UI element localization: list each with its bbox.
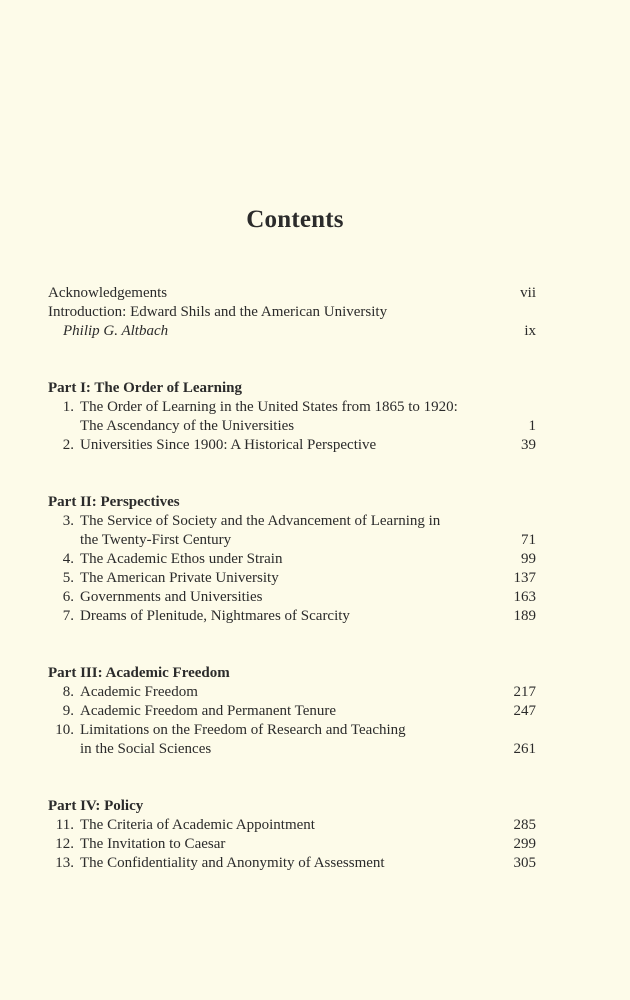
entry-number: 12. [55, 836, 74, 852]
entry-author: Philip G. Altbach [63, 323, 169, 339]
entry-title: The Academic Ethos under Strain [80, 551, 283, 567]
toc-entry-introduction-author [48, 322, 536, 341]
entry-page: 39 [521, 437, 536, 453]
entry-title: The Confidentiality and Anonymity of Assessment [80, 855, 385, 871]
toc-entry-introduction[interactable] [48, 303, 536, 322]
entry-number: 1. [62, 399, 74, 415]
entry-title: the Twenty-First Century [80, 532, 232, 548]
table-of-contents [48, 284, 536, 873]
entry-page: 99 [521, 551, 536, 567]
entry-page: 305 [513, 855, 536, 871]
toc-entry[interactable] [48, 569, 536, 588]
page-title: Contents [246, 206, 344, 233]
toc-parts [48, 341, 536, 873]
entry-page: 285 [513, 817, 536, 833]
toc-entry[interactable] [48, 436, 536, 455]
entry-number: 3. [62, 513, 74, 529]
entry-number: 9. [62, 703, 74, 719]
entry-page: 299 [513, 836, 536, 852]
entry-page: 137 [513, 570, 536, 586]
entry-number: 11. [55, 817, 74, 833]
entry-number: 13. [55, 855, 74, 871]
entry-page: ix [524, 323, 536, 339]
part-heading: Part III: Academic Freedom [48, 665, 230, 681]
entry-page: 1 [528, 418, 536, 434]
toc-entry-continuation [48, 417, 536, 436]
toc-entry[interactable] [48, 721, 536, 740]
entry-page: 247 [513, 703, 536, 719]
part-heading: Part IV: Policy [48, 798, 144, 814]
entry-number: 4. [62, 551, 74, 567]
part-heading: Part II: Perspectives [48, 494, 180, 510]
entry-page: 189 [513, 608, 536, 624]
entry-title: in the Social Sciences [80, 741, 212, 757]
toc-entry[interactable] [48, 398, 536, 417]
toc-entry[interactable] [48, 816, 536, 835]
entry-title: The American Private University [80, 570, 279, 586]
entry-title: The Criteria of Academic Appointment [80, 817, 315, 833]
toc-entry[interactable] [48, 588, 536, 607]
entry-number: 5. [62, 570, 74, 586]
entry-title: Academic Freedom and Permanent Tenure [80, 703, 337, 719]
toc-entry-continuation [48, 740, 536, 759]
entry-number: 10. [55, 722, 74, 738]
toc-entry-continuation [48, 531, 536, 550]
entry-title: The Ascendancy of the Universities [80, 418, 295, 434]
entry-number: 2. [62, 437, 74, 453]
entry-title: Dreams of Plenitude, Nightmares of Scarcity [80, 608, 350, 624]
entry-title: Acknowledgements [48, 285, 168, 301]
entry-number: 6. [62, 589, 74, 605]
toc-entry[interactable] [48, 607, 536, 626]
entry-number: 8. [62, 684, 74, 700]
entry-number: 7. [62, 608, 74, 624]
entry-page: 261 [513, 741, 536, 757]
toc-entry[interactable] [48, 854, 536, 873]
entry-title: The Order of Learning in the United States from 1865 to 1920: [80, 399, 458, 415]
entry-page: 217 [513, 684, 536, 700]
entry-title: Governments and Universities [80, 589, 263, 605]
entry-title: Limitations on the Freedom of Research and Teaching [80, 722, 406, 738]
entry-title: Introduction: Edward Shils and the American University [48, 304, 388, 320]
toc-entry-acknowledgements[interactable] [48, 284, 536, 303]
entry-page: vii [520, 285, 536, 301]
entry-title: Universities Since 1900: A Historical Perspective [80, 437, 377, 453]
entry-page: 71 [521, 532, 536, 548]
part-heading: Part I: The Order of Learning [48, 380, 243, 396]
toc-entry[interactable] [48, 683, 536, 702]
entry-title: The Invitation to Caesar [80, 836, 226, 852]
toc-entry[interactable] [48, 512, 536, 531]
toc-entry[interactable] [48, 702, 536, 721]
toc-entry[interactable] [48, 835, 536, 854]
entry-page: 163 [513, 589, 536, 605]
toc-entry[interactable] [48, 550, 536, 569]
entry-title: Academic Freedom [80, 684, 198, 700]
entry-title: The Service of Society and the Advancement of Learning in [80, 513, 441, 529]
